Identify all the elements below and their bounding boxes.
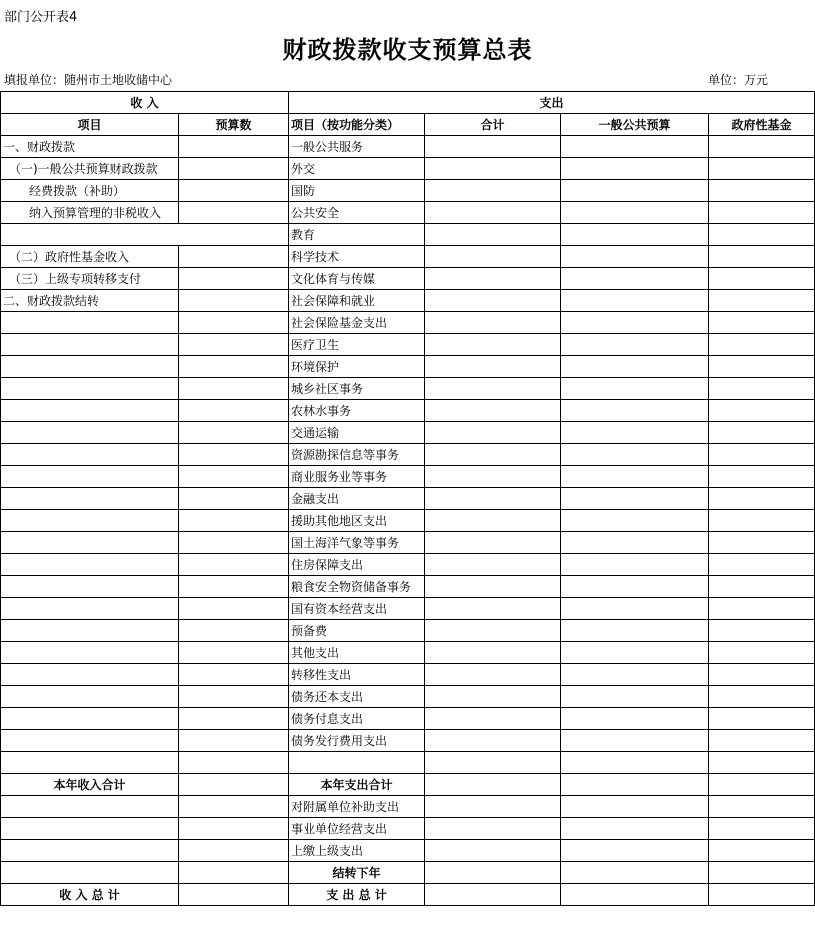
expense-general-cell [561, 598, 709, 620]
expense-total-cell [425, 224, 561, 246]
expense-total-cell [425, 752, 561, 774]
expense-total-cell [425, 356, 561, 378]
income-budget-cell [179, 620, 289, 642]
income-item-cell [1, 576, 179, 598]
header-row-1 [1, 92, 815, 114]
table-row [1, 246, 815, 268]
expense-general-cell [561, 796, 709, 818]
expense-general-cell [561, 752, 709, 774]
expense-general-cell [561, 334, 709, 356]
expense-item-cell: 社会保险基金支出 [289, 312, 425, 334]
income-item-cell [1, 400, 179, 422]
carry-forward-row [1, 862, 815, 884]
expense-item-cell: 金融支出 [289, 488, 425, 510]
expense-item-cell: 资源勘探信息等事务 [289, 444, 425, 466]
expense-fund-cell [709, 862, 815, 884]
expense-total-cell [425, 422, 561, 444]
expense-item-cell [289, 752, 425, 774]
income-budget-cell [179, 532, 289, 554]
table-row [1, 598, 815, 620]
table-row [1, 664, 815, 686]
expense-total-cell [425, 818, 561, 840]
table-row [1, 576, 815, 598]
col-budget: 预算数 [179, 114, 289, 136]
expense-item-cell: 对附属单位补助支出 [289, 796, 425, 818]
income-item-cell [1, 466, 179, 488]
table-row [1, 378, 815, 400]
expense-general-cell [561, 818, 709, 840]
expense-fund-cell [709, 510, 815, 532]
income-budget-cell [179, 290, 289, 312]
budget-table [0, 91, 815, 906]
income-item-cell [1, 312, 179, 334]
income-item-cell: 经费拨款（补助） [1, 180, 179, 202]
expense-item-cell: 商业服务业等事务 [289, 466, 425, 488]
income-item-cell [1, 422, 179, 444]
expense-item-cell: 国有资本经营支出 [289, 598, 425, 620]
col-fund: 政府性基金 [709, 114, 815, 136]
table-row [1, 730, 815, 752]
expense-item-cell: 债务发行费用支出 [289, 730, 425, 752]
expense-item-cell: 上缴上级支出 [289, 840, 425, 862]
table-row [1, 158, 815, 180]
expense-total-cell [425, 620, 561, 642]
expense-general-cell [561, 312, 709, 334]
table-row [1, 554, 815, 576]
expense-fund-cell [709, 598, 815, 620]
expense-total-cell [425, 664, 561, 686]
income-total-label: 本年收入合计 [1, 774, 179, 796]
income-budget-cell [179, 268, 289, 290]
income-item-cell [1, 796, 179, 818]
income-budget-cell [179, 510, 289, 532]
expense-item-cell: 国防 [289, 180, 425, 202]
expense-total-cell [425, 334, 561, 356]
expense-fund-cell [709, 642, 815, 664]
expense-total-label: 本年支出合计 [289, 774, 425, 796]
expense-general-cell [561, 862, 709, 884]
grand-income-label: 收 入 总 计 [1, 884, 179, 906]
expense-general-cell [561, 246, 709, 268]
income-budget-cell [179, 642, 289, 664]
expense-fund-cell [709, 708, 815, 730]
expense-total-cell [425, 444, 561, 466]
expense-total-cell [425, 598, 561, 620]
table-row [1, 708, 815, 730]
expense-fund-cell [709, 334, 815, 356]
expense-item-cell: 预备费 [289, 620, 425, 642]
expense-fund-cell [709, 488, 815, 510]
expense-total-cell [425, 730, 561, 752]
table-row [1, 224, 815, 246]
expense-general-cell [561, 378, 709, 400]
expense-fund-cell [709, 752, 815, 774]
expense-fund-cell [709, 774, 815, 796]
income-item-cell [1, 708, 179, 730]
income-budget-cell [179, 378, 289, 400]
expense-general-cell [561, 642, 709, 664]
expense-fund-cell [709, 158, 815, 180]
currency-unit: 单位：万元 [708, 73, 769, 87]
expense-fund-cell [709, 400, 815, 422]
income-budget-cell [179, 180, 289, 202]
expense-item-cell: 事业单位经营支出 [289, 818, 425, 840]
header-row-2 [1, 114, 815, 136]
income-item-cell: 纳入预算管理的非税收入 [1, 202, 179, 224]
grand-expense-label: 支 出 总 计 [289, 884, 425, 906]
expense-total-cell [425, 840, 561, 862]
expense-general-cell [561, 554, 709, 576]
table-row [1, 444, 815, 466]
expense-total-cell [425, 202, 561, 224]
income-total-value [179, 774, 289, 796]
table-row [1, 356, 815, 378]
expense-fund-cell [709, 796, 815, 818]
table-row [1, 268, 815, 290]
expense-total-cell [425, 642, 561, 664]
expense-general-cell [561, 400, 709, 422]
income-budget-cell [179, 708, 289, 730]
income-budget-cell [179, 796, 289, 818]
income-item-cell [1, 686, 179, 708]
table-row [1, 136, 815, 158]
expense-general-cell [561, 466, 709, 488]
income-budget-cell [179, 686, 289, 708]
income-budget-cell [179, 444, 289, 466]
expense-fund-cell [709, 180, 815, 202]
expense-total-cell [425, 158, 561, 180]
table-row [1, 752, 815, 774]
income-budget-cell [179, 400, 289, 422]
expense-item-cell: 债务还本支出 [289, 686, 425, 708]
carry-forward-label: 结转下年 [289, 862, 425, 884]
expense-item-cell: 国土海洋气象等事务 [289, 532, 425, 554]
income-item-cell [1, 334, 179, 356]
expense-general-cell [561, 290, 709, 312]
expense-fund-cell [709, 620, 815, 642]
expense-general-cell [561, 224, 709, 246]
income-item-cell [1, 356, 179, 378]
income-budget-cell [179, 422, 289, 444]
income-item-cell: 二、财政拨款结转 [1, 290, 179, 312]
income-item-cell [1, 642, 179, 664]
expense-general-cell [561, 356, 709, 378]
expense-general-cell [561, 422, 709, 444]
expense-item-cell: 交通运输 [289, 422, 425, 444]
income-item-cell [1, 488, 179, 510]
expense-general-cell [561, 180, 709, 202]
income-header: 收 入 [1, 92, 289, 114]
totals-row [1, 774, 815, 796]
expense-total-cell [425, 708, 561, 730]
expense-total-cell [425, 246, 561, 268]
table-row [1, 532, 815, 554]
expense-fund-cell [709, 224, 815, 246]
expense-header: 支出 [289, 92, 815, 114]
income-item-cell [1, 664, 179, 686]
expense-total-cell [425, 268, 561, 290]
col-item-func: 项目（按功能分类） [289, 114, 425, 136]
expense-fund-cell [709, 268, 815, 290]
table-row [1, 510, 815, 532]
expense-fund-cell [709, 202, 815, 224]
expense-item-cell: 其他支出 [289, 642, 425, 664]
income-budget-cell [179, 312, 289, 334]
page-title: 财政拨款收支预算总表 [282, 35, 533, 64]
income-item-cell: 一、财政拨款 [1, 136, 179, 158]
table-row [1, 796, 815, 818]
income-item-cell [1, 818, 179, 840]
income-budget-cell [179, 576, 289, 598]
table-row [1, 290, 815, 312]
expense-fund-cell [709, 136, 815, 158]
expense-total-cell [425, 378, 561, 400]
expense-fund-cell [709, 290, 815, 312]
expense-total-cell [425, 400, 561, 422]
reporting-unit: 填报单位：随州市土地收储中心 [4, 73, 173, 87]
income-budget-cell [179, 356, 289, 378]
income-budget-cell [179, 488, 289, 510]
table-row [1, 400, 815, 422]
table-row [1, 334, 815, 356]
expense-item-cell: 科学技术 [289, 246, 425, 268]
income-item-cell [1, 840, 179, 862]
table-row [1, 840, 815, 862]
expense-fund-cell [709, 730, 815, 752]
income-item-cell [1, 752, 179, 774]
expense-fund-cell [709, 840, 815, 862]
expense-fund-cell [709, 356, 815, 378]
expense-total-cell [425, 136, 561, 158]
income-budget-cell [179, 554, 289, 576]
expense-item-cell: 公共安全 [289, 202, 425, 224]
income-item-cell [1, 598, 179, 620]
expense-fund-cell [709, 554, 815, 576]
expense-general-cell [561, 444, 709, 466]
expense-total-cell [425, 774, 561, 796]
expense-item-cell: 转移性支出 [289, 664, 425, 686]
col-total: 合计 [425, 114, 561, 136]
expense-fund-cell [709, 686, 815, 708]
income-budget-cell [179, 246, 289, 268]
expense-fund-cell [709, 422, 815, 444]
table-row [1, 202, 815, 224]
expense-total-cell [425, 466, 561, 488]
table-row [1, 180, 815, 202]
grand-income-value [179, 884, 289, 906]
expense-item-cell: 农林水事务 [289, 400, 425, 422]
income-budget-cell [179, 598, 289, 620]
table-row [1, 466, 815, 488]
income-budget-cell [179, 664, 289, 686]
expense-general-cell [561, 510, 709, 532]
table-row [1, 312, 815, 334]
expense-general-cell [561, 158, 709, 180]
expense-general-cell [561, 202, 709, 224]
table-row [1, 686, 815, 708]
income-item-cell [1, 510, 179, 532]
expense-total-cell [425, 576, 561, 598]
expense-total-cell [425, 796, 561, 818]
expense-total-cell [425, 532, 561, 554]
expense-general-cell [561, 664, 709, 686]
table-row [1, 818, 815, 840]
income-item-cell: （一)一般公共预算财政拨款 [1, 158, 179, 180]
income-budget-cell [179, 136, 289, 158]
income-budget-cell [179, 752, 289, 774]
table-row [1, 488, 815, 510]
expense-fund-cell [709, 246, 815, 268]
expense-fund-cell [709, 664, 815, 686]
expense-general-cell [561, 840, 709, 862]
expense-item-cell: 债务付息支出 [289, 708, 425, 730]
expense-item-cell: 文化体育与传媒 [289, 268, 425, 290]
expense-total-cell [425, 510, 561, 532]
expense-total-cell [425, 862, 561, 884]
expense-total-cell [425, 686, 561, 708]
expense-total-cell [425, 312, 561, 334]
col-item: 项目 [1, 114, 179, 136]
expense-item-cell: 粮食安全物资储备事务 [289, 576, 425, 598]
income-budget-cell [179, 334, 289, 356]
expense-general-cell [561, 708, 709, 730]
income-item-cell [1, 224, 289, 246]
income-budget-cell [179, 862, 289, 884]
expense-item-cell: 教育 [289, 224, 425, 246]
income-budget-cell [179, 818, 289, 840]
expense-total-cell [425, 290, 561, 312]
expense-fund-cell [709, 466, 815, 488]
income-budget-cell [179, 202, 289, 224]
income-item-cell [1, 620, 179, 642]
expense-total-cell [425, 884, 561, 906]
col-general: 一般公共预算 [561, 114, 709, 136]
expense-general-cell [561, 136, 709, 158]
table-row [1, 620, 815, 642]
expense-fund-cell [709, 818, 815, 840]
income-item-cell [1, 378, 179, 400]
income-budget-cell [179, 730, 289, 752]
income-item-cell [1, 444, 179, 466]
expense-total-cell [425, 180, 561, 202]
table-row [1, 642, 815, 664]
expense-item-cell: 医疗卫生 [289, 334, 425, 356]
income-item-cell [1, 862, 179, 884]
expense-item-cell: 一般公共服务 [289, 136, 425, 158]
expense-item-cell: 城乡社区事务 [289, 378, 425, 400]
expense-item-cell: 住房保障支出 [289, 554, 425, 576]
expense-general-cell [561, 268, 709, 290]
expense-item-cell: 环境保护 [289, 356, 425, 378]
expense-fund-cell [709, 884, 815, 906]
income-item-cell [1, 532, 179, 554]
expense-general-cell [561, 774, 709, 796]
expense-total-cell [425, 554, 561, 576]
expense-item-cell: 社会保障和就业 [289, 290, 425, 312]
income-item-cell: （二）政府性基金收入 [1, 246, 179, 268]
expense-total-cell [425, 488, 561, 510]
expense-general-cell [561, 532, 709, 554]
table-row [1, 422, 815, 444]
income-budget-cell [179, 840, 289, 862]
expense-general-cell [561, 620, 709, 642]
expense-item-cell: 援助其他地区支出 [289, 510, 425, 532]
expense-fund-cell [709, 532, 815, 554]
expense-fund-cell [709, 312, 815, 334]
expense-general-cell [561, 488, 709, 510]
form-number: 部门公开表4 [4, 10, 78, 25]
grand-total-row [1, 884, 815, 906]
expense-general-cell [561, 884, 709, 906]
income-item-cell [1, 554, 179, 576]
expense-general-cell [561, 576, 709, 598]
income-item-cell: （三）上级专项转移支付 [1, 268, 179, 290]
expense-item-cell: 外交 [289, 158, 425, 180]
expense-general-cell [561, 730, 709, 752]
expense-fund-cell [709, 444, 815, 466]
expense-fund-cell [709, 576, 815, 598]
income-item-cell [1, 730, 179, 752]
expense-general-cell [561, 686, 709, 708]
expense-fund-cell [709, 378, 815, 400]
income-budget-cell [179, 158, 289, 180]
income-budget-cell [179, 466, 289, 488]
